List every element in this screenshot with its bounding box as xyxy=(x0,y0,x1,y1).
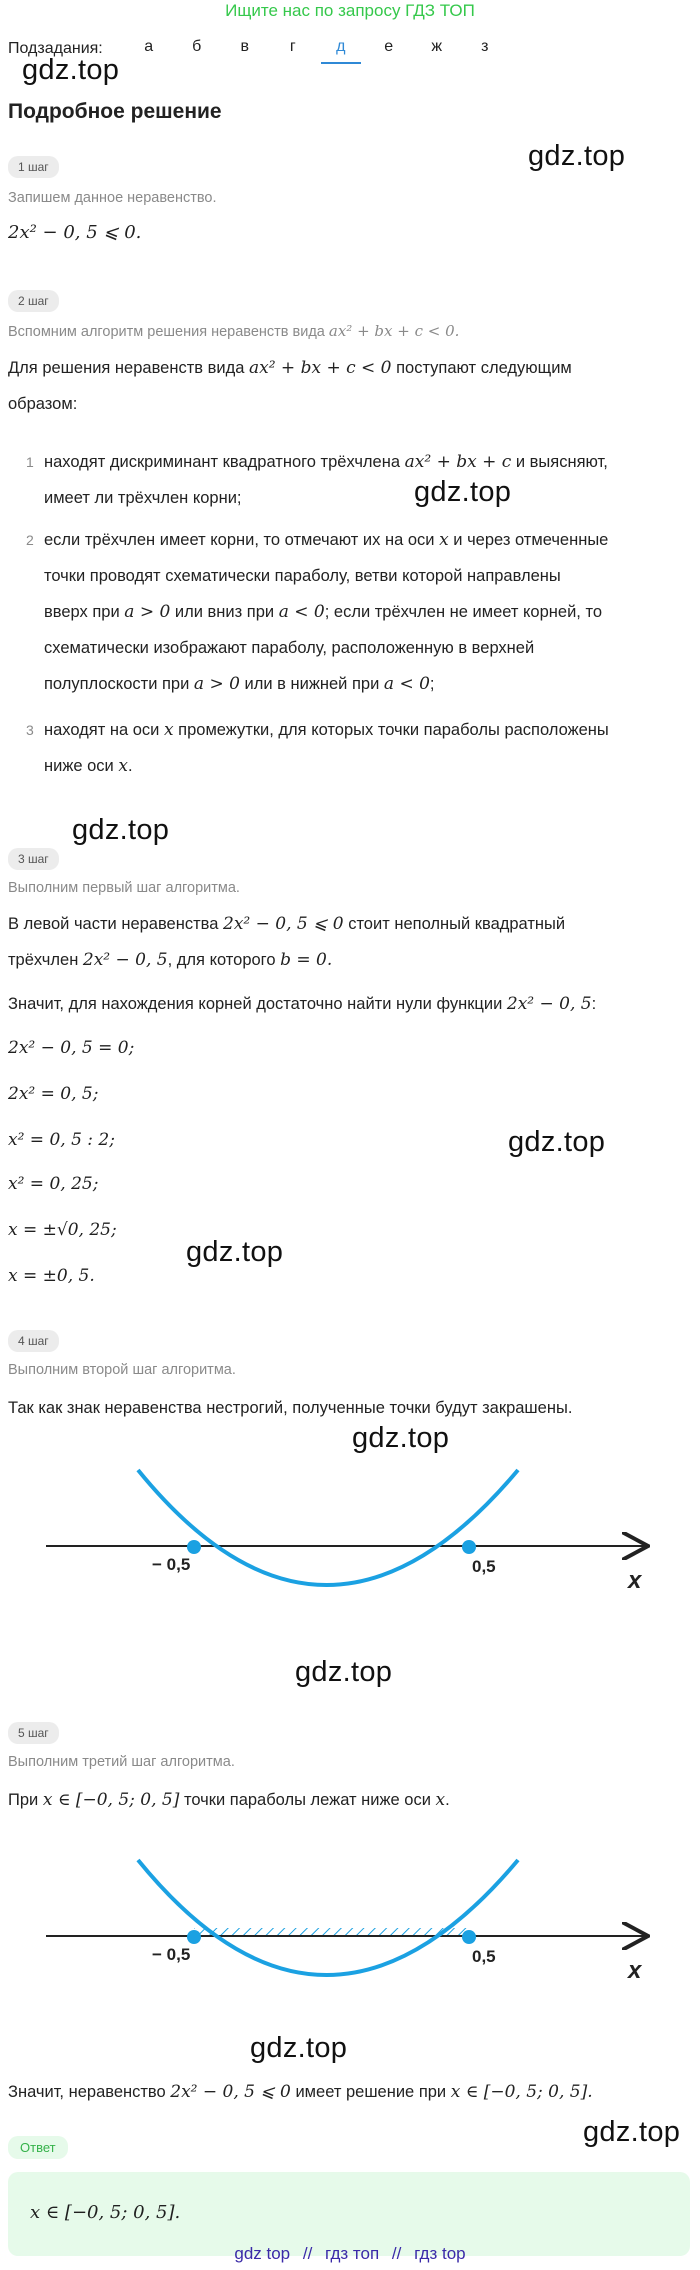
parabola-graph-1 xyxy=(0,1460,700,1610)
answer-text: x ∈ [−0, 5; 0, 5]. xyxy=(30,2202,181,2223)
parabola-curve xyxy=(138,1860,518,1975)
step-intro: Вспомним алгоритм решения неравенств вида ax² + bx + c < 0. xyxy=(8,322,460,340)
footer-link[interactable]: гдз топ xyxy=(325,2244,380,2263)
paragraph: Для решения неравенств вида ax² + bx + c < 0 поступают следующим xyxy=(8,358,572,378)
root-point-left xyxy=(187,1540,201,1554)
formula: 2x² − 0, 5 ⩽ 0. xyxy=(8,222,142,243)
equation: x² = 0, 25; xyxy=(8,1174,99,1194)
equation: 2x² − 0, 5 = 0; xyxy=(8,1038,135,1058)
watermark: gdz.top xyxy=(508,1126,606,1158)
step-intro: Выполним первый шаг алгоритма. xyxy=(8,880,240,896)
root-label-left: − 0,5 xyxy=(152,1555,191,1574)
subtask-tab-v[interactable]: в xyxy=(240,38,249,55)
subtask-tab-g[interactable]: г xyxy=(289,38,296,55)
equation: x = ±0, 5. xyxy=(8,1266,95,1286)
list-item: находят дискриминант квадратного трёхчлена ax² + bx + c и выясняют, имеет ли трёхчлен корни; xyxy=(44,452,608,507)
subtask-tab-z[interactable]: з xyxy=(481,38,489,55)
root-label-right: 0,5 xyxy=(472,1947,496,1966)
list-number: 1 xyxy=(26,454,34,470)
root-point-right xyxy=(462,1930,476,1944)
list-item: находят на оси x промежутки, для которых точки параболы расположены ниже оси x. xyxy=(44,720,609,776)
paragraph: При x ∈ [−0, 5; 0, 5] точки параболы лежат ниже оси x. xyxy=(8,1790,450,1810)
subtask-tab-e[interactable]: е xyxy=(384,38,394,55)
list-number: 3 xyxy=(26,722,34,738)
subtasks-label: Подзадания: xyxy=(8,40,103,57)
subtask-tab-a[interactable]: а xyxy=(144,38,154,55)
search-banner[interactable]: Ищите нас по запросу ГДЗ ТОП xyxy=(225,1,475,20)
parabola-curve xyxy=(138,1470,518,1585)
equation: 2x² = 0, 5; xyxy=(8,1084,99,1104)
page-title: Подробное решение xyxy=(8,100,222,123)
watermark: gdz.top xyxy=(352,1422,450,1454)
watermark: gdz.top xyxy=(72,814,170,846)
root-label-left: − 0,5 xyxy=(152,1945,191,1964)
paragraph: В левой части неравенства 2x² − 0, 5 ⩽ 0 стоит неполный квадратный xyxy=(8,914,566,934)
subtask-tab-zh[interactable]: ж xyxy=(431,38,443,55)
step-intro: Выполним второй шаг алгоритма. xyxy=(8,1362,236,1378)
axis-label: x xyxy=(628,1957,642,1984)
paragraph: трёхчлен 2x² − 0, 5, для которого b = 0. xyxy=(8,950,333,970)
root-point-left xyxy=(187,1930,201,1944)
subtask-tab-d[interactable]: д xyxy=(317,34,365,64)
step-intro: Запишем данное неравенство. xyxy=(8,190,217,206)
watermark: gdz.top xyxy=(414,476,512,508)
watermark: gdz.top xyxy=(295,1656,393,1688)
step-badge: 1 шаг xyxy=(8,156,59,178)
footer-links xyxy=(0,2244,700,2264)
step-badge: 3 шаг xyxy=(8,848,59,870)
parabola-graph-2 xyxy=(0,1850,700,2000)
footer-link[interactable]: gdz top xyxy=(234,2244,291,2263)
list-number: 2 xyxy=(26,532,34,548)
root-label-right: 0,5 xyxy=(472,1557,496,1576)
root-point-right xyxy=(462,1540,476,1554)
solution-interval-hatch xyxy=(194,1928,469,1936)
step-badge: 4 шаг xyxy=(8,1330,59,1352)
watermark: gdz.top xyxy=(250,2032,348,2064)
paragraph: Значит, для нахождения корней достаточно найти нули функции 2x² − 0, 5: xyxy=(8,994,597,1014)
axis-label: x xyxy=(628,1567,642,1594)
paragraph: Так как знак неравенства нестрогий, полученные точки будут закрашены. xyxy=(8,1399,573,1417)
equation: x = ±√0, 25; xyxy=(8,1220,117,1240)
equation: x² = 0, 5 : 2; xyxy=(8,1130,115,1150)
watermark: gdz.top xyxy=(583,2116,681,2148)
step-intro: Выполним третий шаг алгоритма. xyxy=(8,1754,235,1770)
footer-link[interactable]: гдз top xyxy=(414,2244,466,2263)
watermark: gdz.top xyxy=(528,140,626,172)
watermark: gdz.top xyxy=(22,54,120,86)
step-badge: 5 шаг xyxy=(8,1722,59,1744)
conclusion: Значит, неравенство 2x² − 0, 5 ⩽ 0 имеет решение при x ∈ [−0, 5; 0, 5]. xyxy=(8,2082,593,2102)
subtask-tab-b[interactable]: б xyxy=(192,38,202,55)
paragraph: образом: xyxy=(8,395,78,413)
answer-badge: Ответ xyxy=(8,2136,68,2159)
list-item: если трёхчлен имеет корни, то отмечают их на оси x и через отмеченные точки проводят схематически параболу, ветви которой направлены вверх при a > 0 или вниз при a < 0; если трёхчлен не имеет корней, то схематически изображают параболу, расположенную в верхней полуплоскости при a > 0 или в нижней при a < 0; xyxy=(44,530,609,694)
footer-separator: // xyxy=(391,2244,402,2263)
step-badge: 2 шаг xyxy=(8,290,59,312)
watermark: gdz.top xyxy=(186,1236,284,1268)
footer-separator: // xyxy=(302,2244,313,2263)
